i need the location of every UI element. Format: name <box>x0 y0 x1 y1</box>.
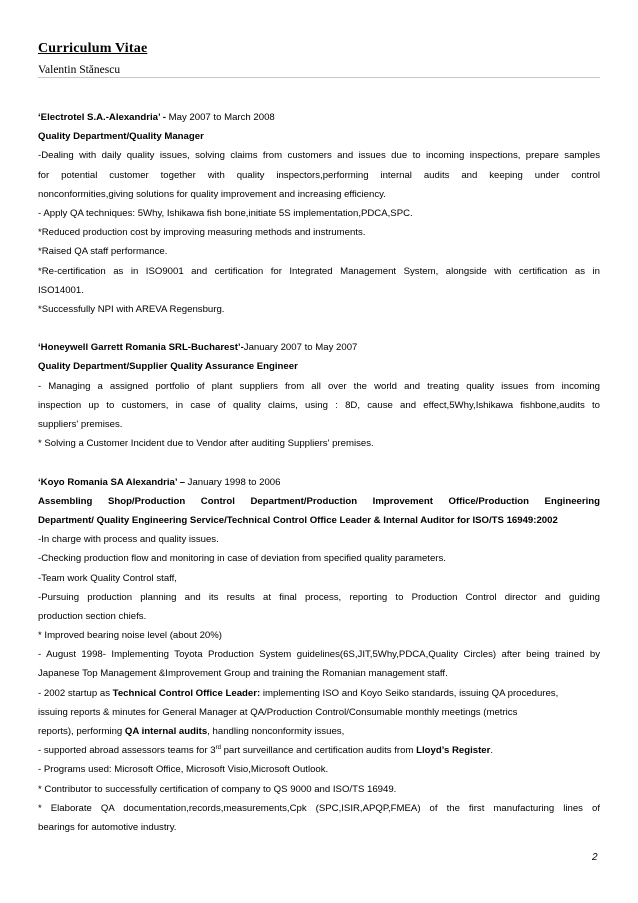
job-3-line: -Checking production flow and monitoring in case of deviation from specified quality parameters. <box>38 553 446 565</box>
job-3-line: * Elaborate QA documentation,records,measurements,Cpk (SPC,ISIR,APQP,FMEA) of the first manufacturing lines of <box>38 802 600 814</box>
job-3-line: * Contributor to successfully certification of company to QS 9000 and ISO/TS 16949. <box>38 783 397 795</box>
job-3-line: - August 1998- Implementing Toyota Production System guidelines(6S,JIT,5Why,PDCA,Quality Circles) after being trained by <box>38 649 600 661</box>
job-2-position: Quality Department/Supplier Quality Assurance Engineer <box>38 361 298 373</box>
document-title: Curriculum Vitae <box>38 41 148 56</box>
text-run: - supported abroad assessors teams for 3 <box>38 745 216 757</box>
job-1-line: *Successfully NPI with AREVA Regensburg. <box>38 303 225 315</box>
ordinal-suffix: rd <box>215 745 221 752</box>
text-run: , handling nonconformity issues, <box>207 726 345 737</box>
cv-body <box>38 108 600 837</box>
job-3-lloyds-line <box>38 741 600 760</box>
job-3-line: production section chiefs. <box>38 610 147 622</box>
job-3-period: January 1998 to 2006 <box>184 476 281 488</box>
job-3-position: Assembling Shop/Production Control Department/Production Improvement Office/Production Engineering <box>38 495 600 507</box>
text-run: implementing ISO and Koyo Seiko standards, issuing QA procedures, <box>260 687 559 699</box>
job-3-line: -Pursuing production planning and its results at final process, reporting to Production Control director and guiding <box>38 591 600 603</box>
job-3-line: -In charge with process and quality issues. <box>38 534 219 546</box>
job-2-line: * Solving a Customer Incident due to Vendor after auditing Suppliers' premises. <box>38 438 374 450</box>
job-2-heading <box>38 338 600 357</box>
job-1-line: - Apply QA techniques: 5Why, Ishikawa fish bone,initiate 5S implementation,PDCA,SPC. <box>38 207 413 219</box>
job-2-line: suppliers' premises. <box>38 419 123 430</box>
job-2-line: - Managing a assigned portfolio of plant suppliers from all over the world and treating quality issues from incoming <box>38 380 600 392</box>
job-1-line: ISO14001. <box>38 284 84 296</box>
job-1-period: May 2007 to March 2008 <box>165 112 275 123</box>
job-3-position: Department/ Quality Engineering Service/Technical Control Office Leader & Internal Auditor for ISO/TS 16949:2002 <box>38 514 558 526</box>
job-2-line: inspection up to customers, in case of quality claims, using : 8D, cause and effect,5Why,Ishikawa fishbone,audits to <box>38 399 600 411</box>
job-1-company: ‘Electrotel S.A.-Alexandria’ - <box>38 112 166 123</box>
job-3-heading <box>38 473 600 492</box>
header-divider <box>38 77 600 78</box>
job-1-line: *Re-certification as in ISO9001 and certification for Integrated Management System, alongside with certification as in <box>38 265 600 277</box>
text-run: . <box>490 745 494 757</box>
text-run: reports), performing <box>38 726 125 737</box>
job-3-startup-line <box>38 684 600 703</box>
job-3-line: bearings for automotive industry. <box>38 821 177 833</box>
job-1-line: -Dealing with daily quality issues, solving claims from customers and issues due to incoming inspections, prepare samples <box>38 150 600 162</box>
job-2-period: January 2007 to May 2007 <box>243 342 358 354</box>
page-number: 2 <box>592 852 598 863</box>
job-3-audits-line <box>38 722 600 741</box>
text-run: part surveillance and certification audits from <box>220 745 417 757</box>
job-1-line: for potential customer together with quality inspectors,performing internal audits and keeping under control <box>38 169 600 181</box>
job-3-company: ‘Koyo Romania SA Alexandria’ – <box>38 476 185 488</box>
lloyds-highlight: Lloyd’s Register <box>416 745 491 757</box>
job-2-company: ‘Honeywell Garrett Romania SRL-Bucharest’- <box>38 342 244 354</box>
job-3-line: -Team work Quality Control staff, <box>38 572 177 584</box>
job-3-line: Japanese Top Management &Improvement Group and training the Romanian management staff. <box>38 668 448 680</box>
job-3-line: - Programs used: Microsoft Office, Microsoft Visio,Microsoft Outlook. <box>38 764 329 776</box>
job-1-heading <box>38 108 600 127</box>
text-run: - 2002 startup as <box>38 687 113 699</box>
author-name: Valentin Stănescu <box>38 64 121 76</box>
audits-highlight: QA internal audits <box>124 726 208 737</box>
job-1-line: nonconformities,giving solutions for quality improvement and increasing efficiency. <box>38 188 386 200</box>
job-3-line: issuing reports & minutes for General Manager at QA/Production Control/Consumable monthly meetings (metrics <box>38 706 518 718</box>
role-highlight: Technical Control Office Leader: <box>112 687 261 699</box>
job-3-line: * Improved bearing noise level (about 20%) <box>38 630 222 642</box>
job-1-position: Quality Department/Quality Manager <box>38 131 204 143</box>
job-1-line: *Reduced production cost by improving measuring methods and instruments. <box>38 227 366 239</box>
job-1-line: *Raised QA staff performance. <box>38 246 168 258</box>
